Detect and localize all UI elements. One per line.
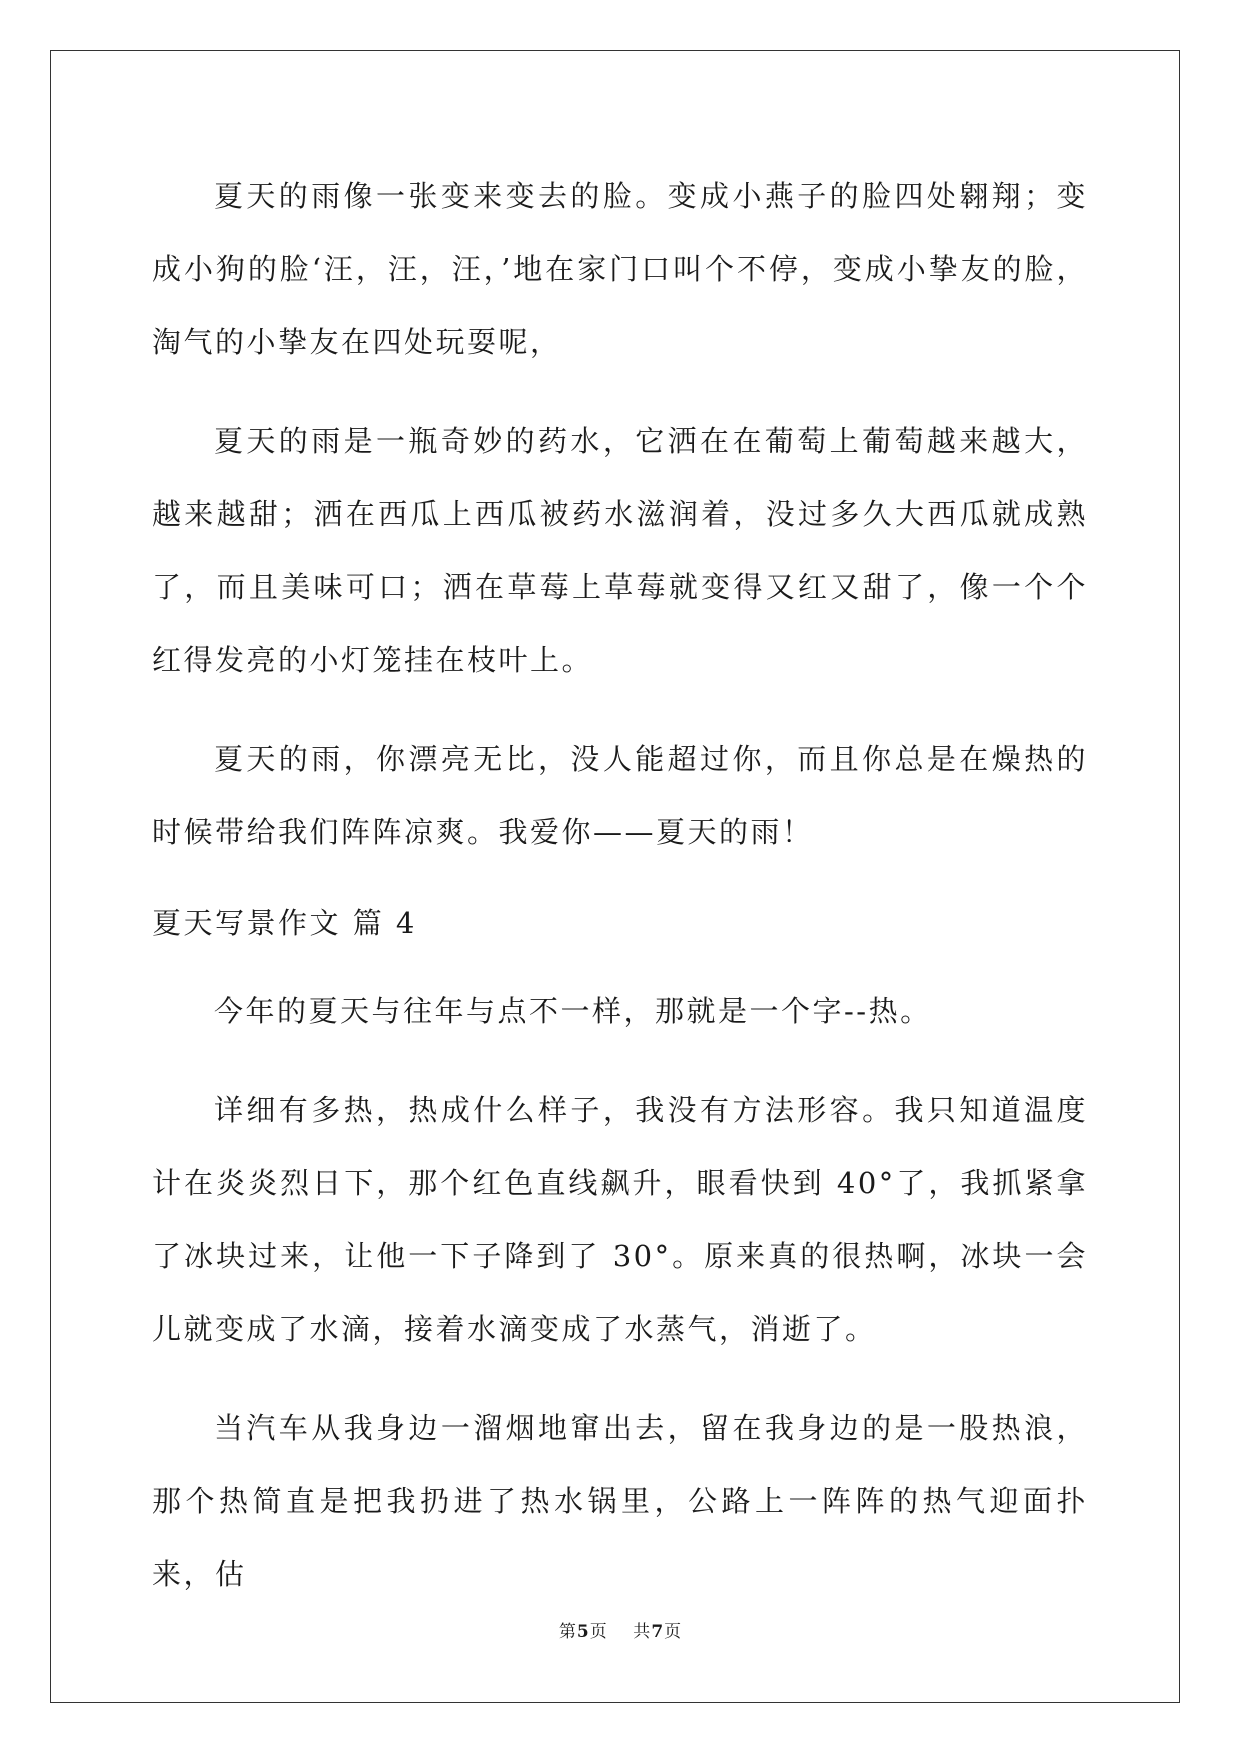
document-body: [152, 160, 1088, 1637]
paragraph: 详细有多热，热成什么样子，我没有方法形容。我只知道温度计在炎炎烈日下，那个红色直线飙升，眼看快到 40°了，我抓紧拿了冰块过来，让他一下子降到了 30°。原来真的很热啊，冰块一会儿就变成了水滴，接着水滴变成了水蒸气，消逝了。: [152, 1093, 1088, 1346]
footer-suffix: 页: [664, 1622, 683, 1642]
footer-middle: 页 共: [589, 1622, 652, 1642]
paragraph: 今年的夏天与往年与点不一样，那就是一个字--热。: [214, 994, 932, 1028]
paragraph: 当汽车从我身边一溜烟地窜出去，留在我身边的是一股热浪，那个热简直是把我扔进了热水锅里，公路上一阵阵的热气迎面扑来，估: [152, 1411, 1088, 1591]
section-heading: 夏天写景作文 篇 4: [152, 906, 417, 940]
current-page-number: 5: [576, 1622, 590, 1642]
paragraph: 夏天的雨是一瓶奇妙的药水，它洒在在葡萄上葡萄越来越大，越来越甜；洒在西瓜上西瓜被药水滋润着，没过多久大西瓜就成熟了，而且美味可口；洒在草莓上草莓就变得又红又甜了，像一个个红得发亮的小灯笼挂在枝叶上。: [152, 424, 1088, 677]
paragraph: 夏天的雨像一张变来变去的脸。变成小燕子的脸四处翱翔；变成小狗的脸‘汪，汪，汪，’地在家门口叫个不停，变成小挚友的脸，淘气的小挚友在四处玩耍呢，: [152, 179, 1088, 359]
paragraph: 夏天的雨，你漂亮无比，没人能超过你，而且你总是在燥热的时候带给我们阵阵凉爽。我爱你——夏天的雨！: [152, 742, 1088, 849]
page-footer: [0, 1617, 1241, 1642]
footer-prefix: 第: [558, 1622, 577, 1642]
total-pages-number: 7: [651, 1622, 665, 1642]
